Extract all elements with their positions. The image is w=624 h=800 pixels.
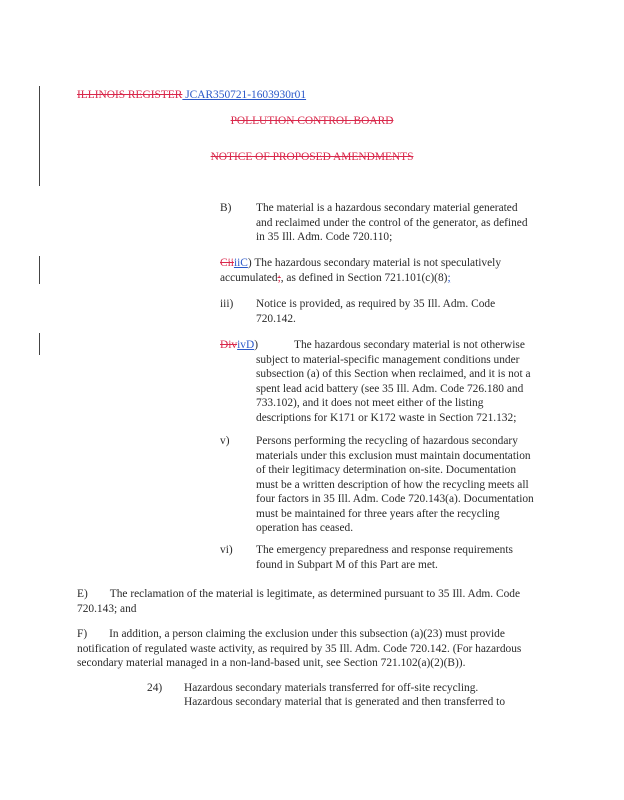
- register-deleted: ILLINOIS REGISTER: [77, 89, 183, 101]
- change-bar: [39, 86, 40, 186]
- item-f: [77, 627, 535, 671]
- register-inserted: JCAR350721-1603930r01: [182, 89, 307, 101]
- change-bar: [39, 256, 40, 284]
- item-c-text-a: The hazardous secondary material is not speculatively accumulated: [220, 257, 502, 284]
- item-c-text-b: , as defined in Section 721.101(c)(8): [280, 271, 448, 284]
- item-d-text: The hazardous secondary material is not otherwise subject to material-specific management conditions under subsection (a) of this Section when reclaimed, and it is not a spent lead acid battery (see 35 Ill. Adm. Code 726.180 and 733.102), and it does not meet either of the listing descriptions for K171 or K172 waste in Section 721.132;: [256, 339, 531, 424]
- item-f-text: In addition, a person claiming the exclusion under this subsection (a)(23) must provide notification of regulated waste activity, as required by 35 Ill. Adm. Code 720.142. (For hazardous secondary material managed in a non-land-based unit, see Section 721.102(a)(2)(B)).: [77, 628, 522, 669]
- change-bar: [39, 333, 40, 355]
- item-e-text: The reclamation of the material is legitimate, as determined pursuant to 35 Ill. Adm. Code 720.143; and: [77, 588, 521, 615]
- item-d-label-end: ): [254, 339, 258, 351]
- item-f-label: F): [77, 628, 88, 640]
- item-d-label: [220, 338, 258, 353]
- item-b-text: The material is a hazardous secondary material generated and reclaimed under the control of the generator, as defined in 35 Ill. Adm. Code 720.110;: [256, 202, 528, 243]
- item-d-label-deleted: Div: [220, 339, 238, 351]
- item-vi-label: vi): [220, 544, 233, 556]
- notice-title: NOTICE OF PROPOSED AMENDMENTS: [210, 151, 414, 163]
- section-24-title: Hazardous secondary materials transferred for off-site recycling.: [184, 682, 479, 694]
- item-e: [77, 587, 523, 616]
- item-b-label: B): [220, 202, 232, 214]
- item-e-label: E): [77, 588, 88, 600]
- item-c-text-deleted: ;: [277, 271, 281, 284]
- item-c-label-inserted: iiC: [233, 257, 248, 269]
- item-v-text: Persons performing the recycling of hazardous secondary materials under this exclusion must maintain documentation of their legitimacy determination on-site. Documentation must be a written description of how the recycling meets all four factors in 35 Ill. Adm. Code 720.143(a). Documentation must be maintained for three years after the recycling operation has ceased.: [256, 435, 534, 534]
- item-c-label-end: ): [247, 257, 252, 269]
- item-c-label-deleted: Cii: [220, 257, 234, 269]
- section-24-label: 24): [147, 682, 163, 694]
- item-iii-label: iii): [220, 298, 234, 310]
- item-d-label-inserted: ivD: [237, 339, 255, 351]
- item-v-label: v): [220, 435, 230, 447]
- section-24-text: Hazardous secondary material that is generated and then transferred to: [184, 696, 506, 708]
- board-title: POLLUTION CONTROL BOARD: [230, 115, 394, 127]
- item-iii-text: Notice is provided, as required by 35 Ill. Adm. Code 720.142.: [256, 298, 496, 325]
- register-header: [77, 88, 306, 103]
- item-c-text-inserted: ;: [447, 271, 451, 284]
- item-c: [220, 256, 540, 285]
- item-vi-text: The emergency preparedness and response requirements found in Subpart M of this Part are met.: [256, 544, 513, 571]
